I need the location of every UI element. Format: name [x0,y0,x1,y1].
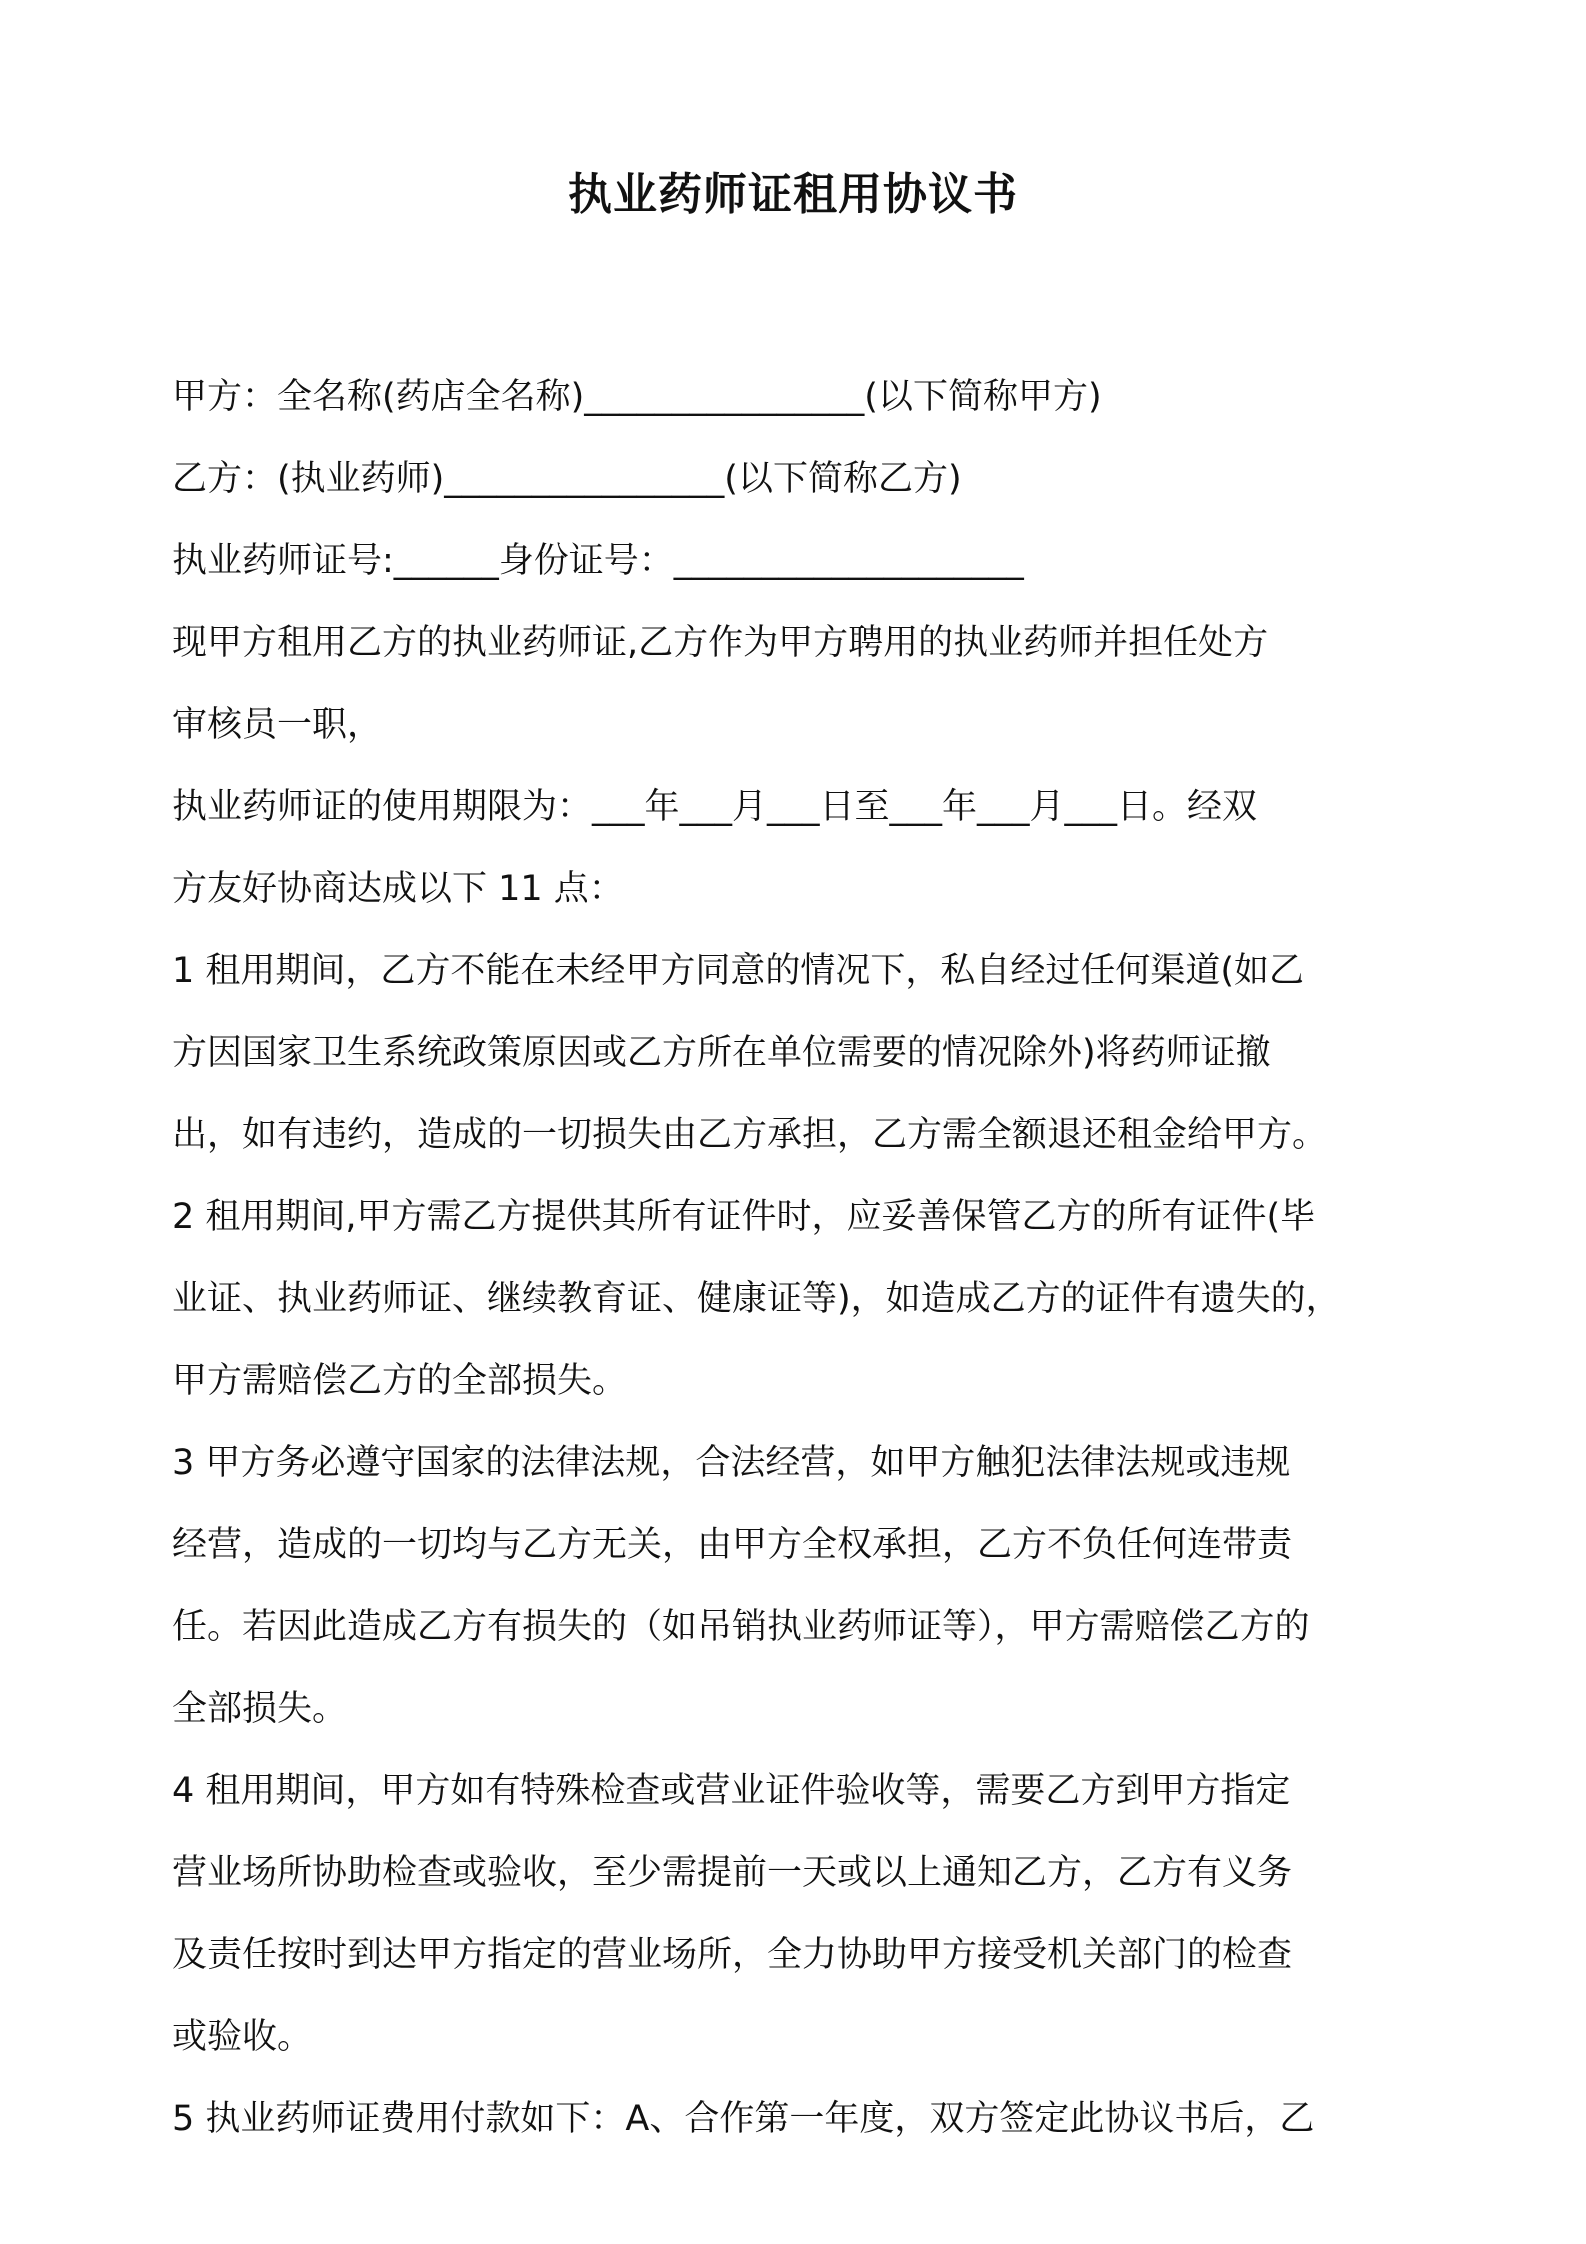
clause-5-line: 5 执业药师证费用付款如下：A、合作第一年度，双方签定此协议书后，乙 [172,2099,1315,2139]
clause-1-line: 1 租用期间，乙方不能在未经甲方同意的情况下，私自经过任何渠道(如乙 [172,951,1305,991]
clause-1-line: 出，如有违约，造成的一切损失由乙方承担，乙方需全额退还租金给甲方。 [172,1115,1328,1155]
clause-4-line: 营业场所协助检查或验收，至少需提前一天或以上通知乙方，乙方有义务 [172,1853,1293,1893]
document-body [172,356,1422,2160]
intro-line: 审核员一职， [172,705,383,745]
party-b-line: 乙方：(执业药师)________________(以下简称乙方) [172,459,962,499]
document-title: 执业药师证租用协议书 [568,169,1018,220]
term-line: 执业药师证的使用期限为：___年___月___日至___年___月___日。经双 [172,787,1258,827]
clause-2-line: 2 租用期间,甲方需乙方提供其所有证件时，应妥善保管乙方的所有证件(毕 [172,1197,1316,1237]
clause-3-line: 全部损失。 [172,1689,348,1729]
clause-4-line: 及责任按时到达甲方指定的营业场所，全力协助甲方接受机关部门的检查 [172,1935,1293,1975]
clause-3-line: 3 甲方务必遵守国家的法律法规，合法经营，如甲方触犯法律法规或违规 [172,1443,1291,1483]
license-id-line: 执业药师证号:______身份证号：____________________ [172,541,1024,581]
party-a-line: 甲方：全名称(药店全名称)________________(以下简称甲方) [172,377,1102,417]
clause-2-line: 业证、执业药师证、继续教育证、健康证等)，如造成乙方的证件有遗失的， [172,1279,1341,1319]
clause-1-line: 方因国家卫生系统政策原因或乙方所在单位需要的情况除外)将药师证撤 [172,1033,1271,1073]
term-line: 方友好协商达成以下 11 点： [172,869,624,909]
clause-2-line: 甲方需赔偿乙方的全部损失。 [172,1361,628,1401]
clause-4-line: 或验收。 [172,2017,313,2057]
intro-line: 现甲方租用乙方的执业药师证,乙方作为甲方聘用的执业药师并担任处方 [172,623,1269,663]
clause-4-line: 4 租用期间，甲方如有特殊检查或营业证件验收等，需要乙方到甲方指定 [172,1771,1291,1811]
clause-3-line: 经营，造成的一切均与乙方无关，由甲方全权承担，乙方不负任何连带责 [172,1525,1293,1565]
clause-3-line: 任。若因此造成乙方有损失的（如吊销执业药师证等），甲方需赔偿乙方的 [172,1607,1310,1647]
